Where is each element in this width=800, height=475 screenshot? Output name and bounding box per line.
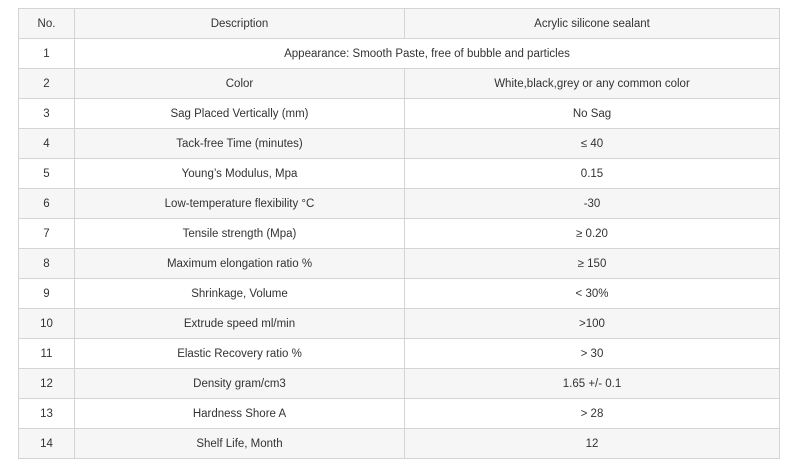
row-value: < 30% bbox=[405, 279, 780, 309]
row-number: 9 bbox=[19, 279, 75, 309]
table-row bbox=[19, 369, 780, 399]
row-description: Tack-free Time (minutes) bbox=[75, 129, 405, 159]
table-row bbox=[19, 429, 780, 459]
row-description: Young’s Modulus, Mpa bbox=[75, 159, 405, 189]
table-row bbox=[19, 279, 780, 309]
row-number: 8 bbox=[19, 249, 75, 279]
table-row bbox=[19, 339, 780, 369]
row-number: 13 bbox=[19, 399, 75, 429]
row-description: Shelf Life, Month bbox=[75, 429, 405, 459]
row-number: 3 bbox=[19, 99, 75, 129]
row-number: 7 bbox=[19, 219, 75, 249]
row-number: 10 bbox=[19, 309, 75, 339]
row-number: 4 bbox=[19, 129, 75, 159]
row-description: Maximum elongation ratio % bbox=[75, 249, 405, 279]
table-row bbox=[19, 399, 780, 429]
table-row bbox=[19, 309, 780, 339]
spec-table-container bbox=[18, 8, 780, 459]
row-description: Hardness Shore A bbox=[75, 399, 405, 429]
row-number: 14 bbox=[19, 429, 75, 459]
row-number: 5 bbox=[19, 159, 75, 189]
row-value: 1.65 +/- 0.1 bbox=[405, 369, 780, 399]
row-value: White,black,grey or any common color bbox=[405, 69, 780, 99]
row-description: Color bbox=[75, 69, 405, 99]
row-number: 12 bbox=[19, 369, 75, 399]
row-value: ≤ 40 bbox=[405, 129, 780, 159]
row-description: Density gram/cm3 bbox=[75, 369, 405, 399]
row-value: ≥ 150 bbox=[405, 249, 780, 279]
row-value: > 30 bbox=[405, 339, 780, 369]
table-row bbox=[19, 189, 780, 219]
row-value: >100 bbox=[405, 309, 780, 339]
header-no: No. bbox=[19, 9, 75, 39]
table-row bbox=[19, 159, 780, 189]
row-number: 11 bbox=[19, 339, 75, 369]
row-value: > 28 bbox=[405, 399, 780, 429]
row-number: 6 bbox=[19, 189, 75, 219]
row-number: 1 bbox=[19, 39, 75, 69]
row-value: ≥ 0.20 bbox=[405, 219, 780, 249]
row-description: Extrude speed ml/min bbox=[75, 309, 405, 339]
row-value: 0.15 bbox=[405, 159, 780, 189]
appearance-row bbox=[19, 39, 780, 69]
row-description: Elastic Recovery ratio % bbox=[75, 339, 405, 369]
row-value: -30 bbox=[405, 189, 780, 219]
row-description: Sag Placed Vertically (mm) bbox=[75, 99, 405, 129]
row-description: Tensile strength (Mpa) bbox=[75, 219, 405, 249]
row-number: 2 bbox=[19, 69, 75, 99]
table-row bbox=[19, 129, 780, 159]
table-row bbox=[19, 99, 780, 129]
table-row bbox=[19, 249, 780, 279]
header-row bbox=[19, 9, 780, 39]
header-value: Acrylic silicone sealant bbox=[405, 9, 780, 39]
row-description: Shrinkage, Volume bbox=[75, 279, 405, 309]
row-value: No Sag bbox=[405, 99, 780, 129]
table-row bbox=[19, 69, 780, 99]
appearance-cell: Appearance: Smooth Paste, free of bubble and particles bbox=[75, 39, 780, 69]
row-description: Low-temperature flexibility °C bbox=[75, 189, 405, 219]
row-value: 12 bbox=[405, 429, 780, 459]
table-row bbox=[19, 219, 780, 249]
header-description: Description bbox=[75, 9, 405, 39]
spec-table bbox=[18, 8, 780, 459]
